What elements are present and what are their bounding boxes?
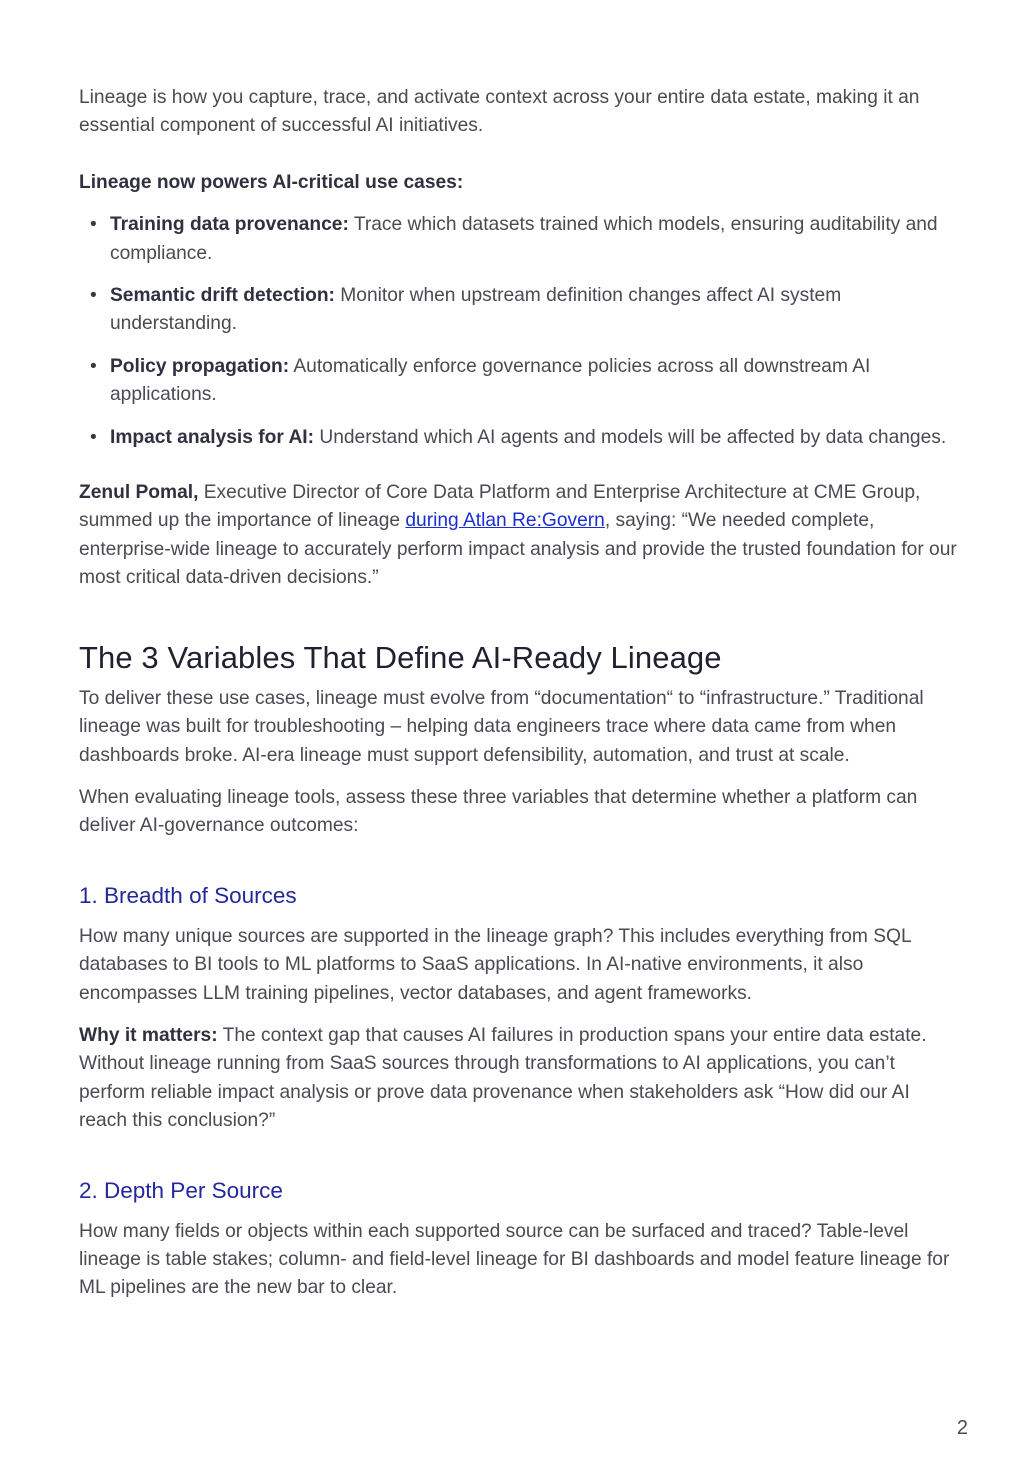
section-heading: The 3 Variables That Define AI-Ready Lineage [79, 639, 722, 675]
why-it-matters-label: Why it matters: [79, 1024, 218, 1046]
variable-1-body: How many unique sources are supported in the lineage graph? This includes everything from SQL databases to BI tools to ML platforms to SaaS applications. In AI-native environments, it also encompasses LLM training pipelines, vector databases, and agent frameworks. [79, 925, 911, 1004]
list-item [79, 424, 959, 452]
bullet-text: Automatically enforce governance policies across all downstream AI applications. [110, 355, 871, 406]
variable-2-heading: 2. Depth Per Source [79, 1177, 283, 1203]
use-cases-lead-text: Lineage now powers AI-critical use cases: [79, 171, 464, 193]
variable-1-why [79, 1022, 959, 1136]
quote-speaker: Zenul Pomal, [79, 482, 199, 504]
section-paragraph-2: When evaluating lineage tools, assess these three variables that determine whether a platform can deliver AI-governance outcomes: [79, 786, 918, 837]
bullet-term: Impact analysis for AI: [110, 426, 315, 448]
bullet-icon: • [90, 426, 97, 448]
bullet-text: Monitor when upstream definition changes affect AI system understanding. [110, 285, 842, 335]
atlan-regovern-link[interactable]: during Atlan Re:Govern [405, 510, 605, 532]
list-item [79, 211, 959, 268]
bullet-term: Training data provenance: [110, 214, 349, 236]
bullet-text: Understand which AI agents and models will be affected by data changes. [314, 426, 947, 448]
bullet-term: Semantic drift detection: [110, 285, 335, 307]
variable-2-body: How many fields or objects within each supported source can be surfaced and traced? Table-level lineage is table stakes; column- and field-level lineage for BI dashboards and model feature lineage for ML pipelines are the new bar to clear. [79, 1220, 950, 1299]
bullet-icon: • [90, 355, 97, 377]
list-item [79, 282, 959, 339]
quote-paragraph [79, 479, 959, 593]
bullet-text: Trace which datasets trained which models, ensuring auditability and compliance. [110, 214, 938, 264]
document-page [79, 84, 959, 1303]
page-number: 2 [956, 1417, 968, 1439]
bullet-icon: • [90, 285, 97, 307]
bullet-icon: • [90, 214, 97, 236]
section-paragraph-1: To deliver these use cases, lineage must evolve from “documentation“ to “infrastructure.” Traditional lineage was built for troubleshooting – helping data engineers trace where data came from when dashboards broke. AI-era lineage must support defensibility, automation, and trust at scale. [79, 687, 924, 766]
use-cases-list [79, 211, 959, 452]
bullet-term: Policy propagation: [110, 355, 290, 377]
list-item [79, 353, 959, 410]
why-it-matters-text: The context gap that causes AI failures in production spans your entire data estate. Without lineage running from SaaS sources through transformations to AI applications, you can’t perform reliable impact analysis or prove data provenance when stakeholders ask “How did our AI reach this conclusion?” [79, 1024, 927, 1132]
variable-1-heading: 1. Breadth of Sources [79, 882, 297, 908]
use-cases-lead [79, 169, 959, 197]
intro-paragraph: Lineage is how you capture, trace, and activate context across your entire data estate, making it an essential component of successful AI initiatives. [79, 87, 920, 137]
quote-text-after: , saying: “We needed complete, enterprise-wide lineage to accurately perform impact analysis and provide the trusted foundation for our most critical data-driven decisions.” [79, 510, 957, 589]
quote-text-before: Executive Director of Core Data Platform and Enterprise Architecture at CME Group, summed up the importance of lineage [79, 482, 921, 532]
